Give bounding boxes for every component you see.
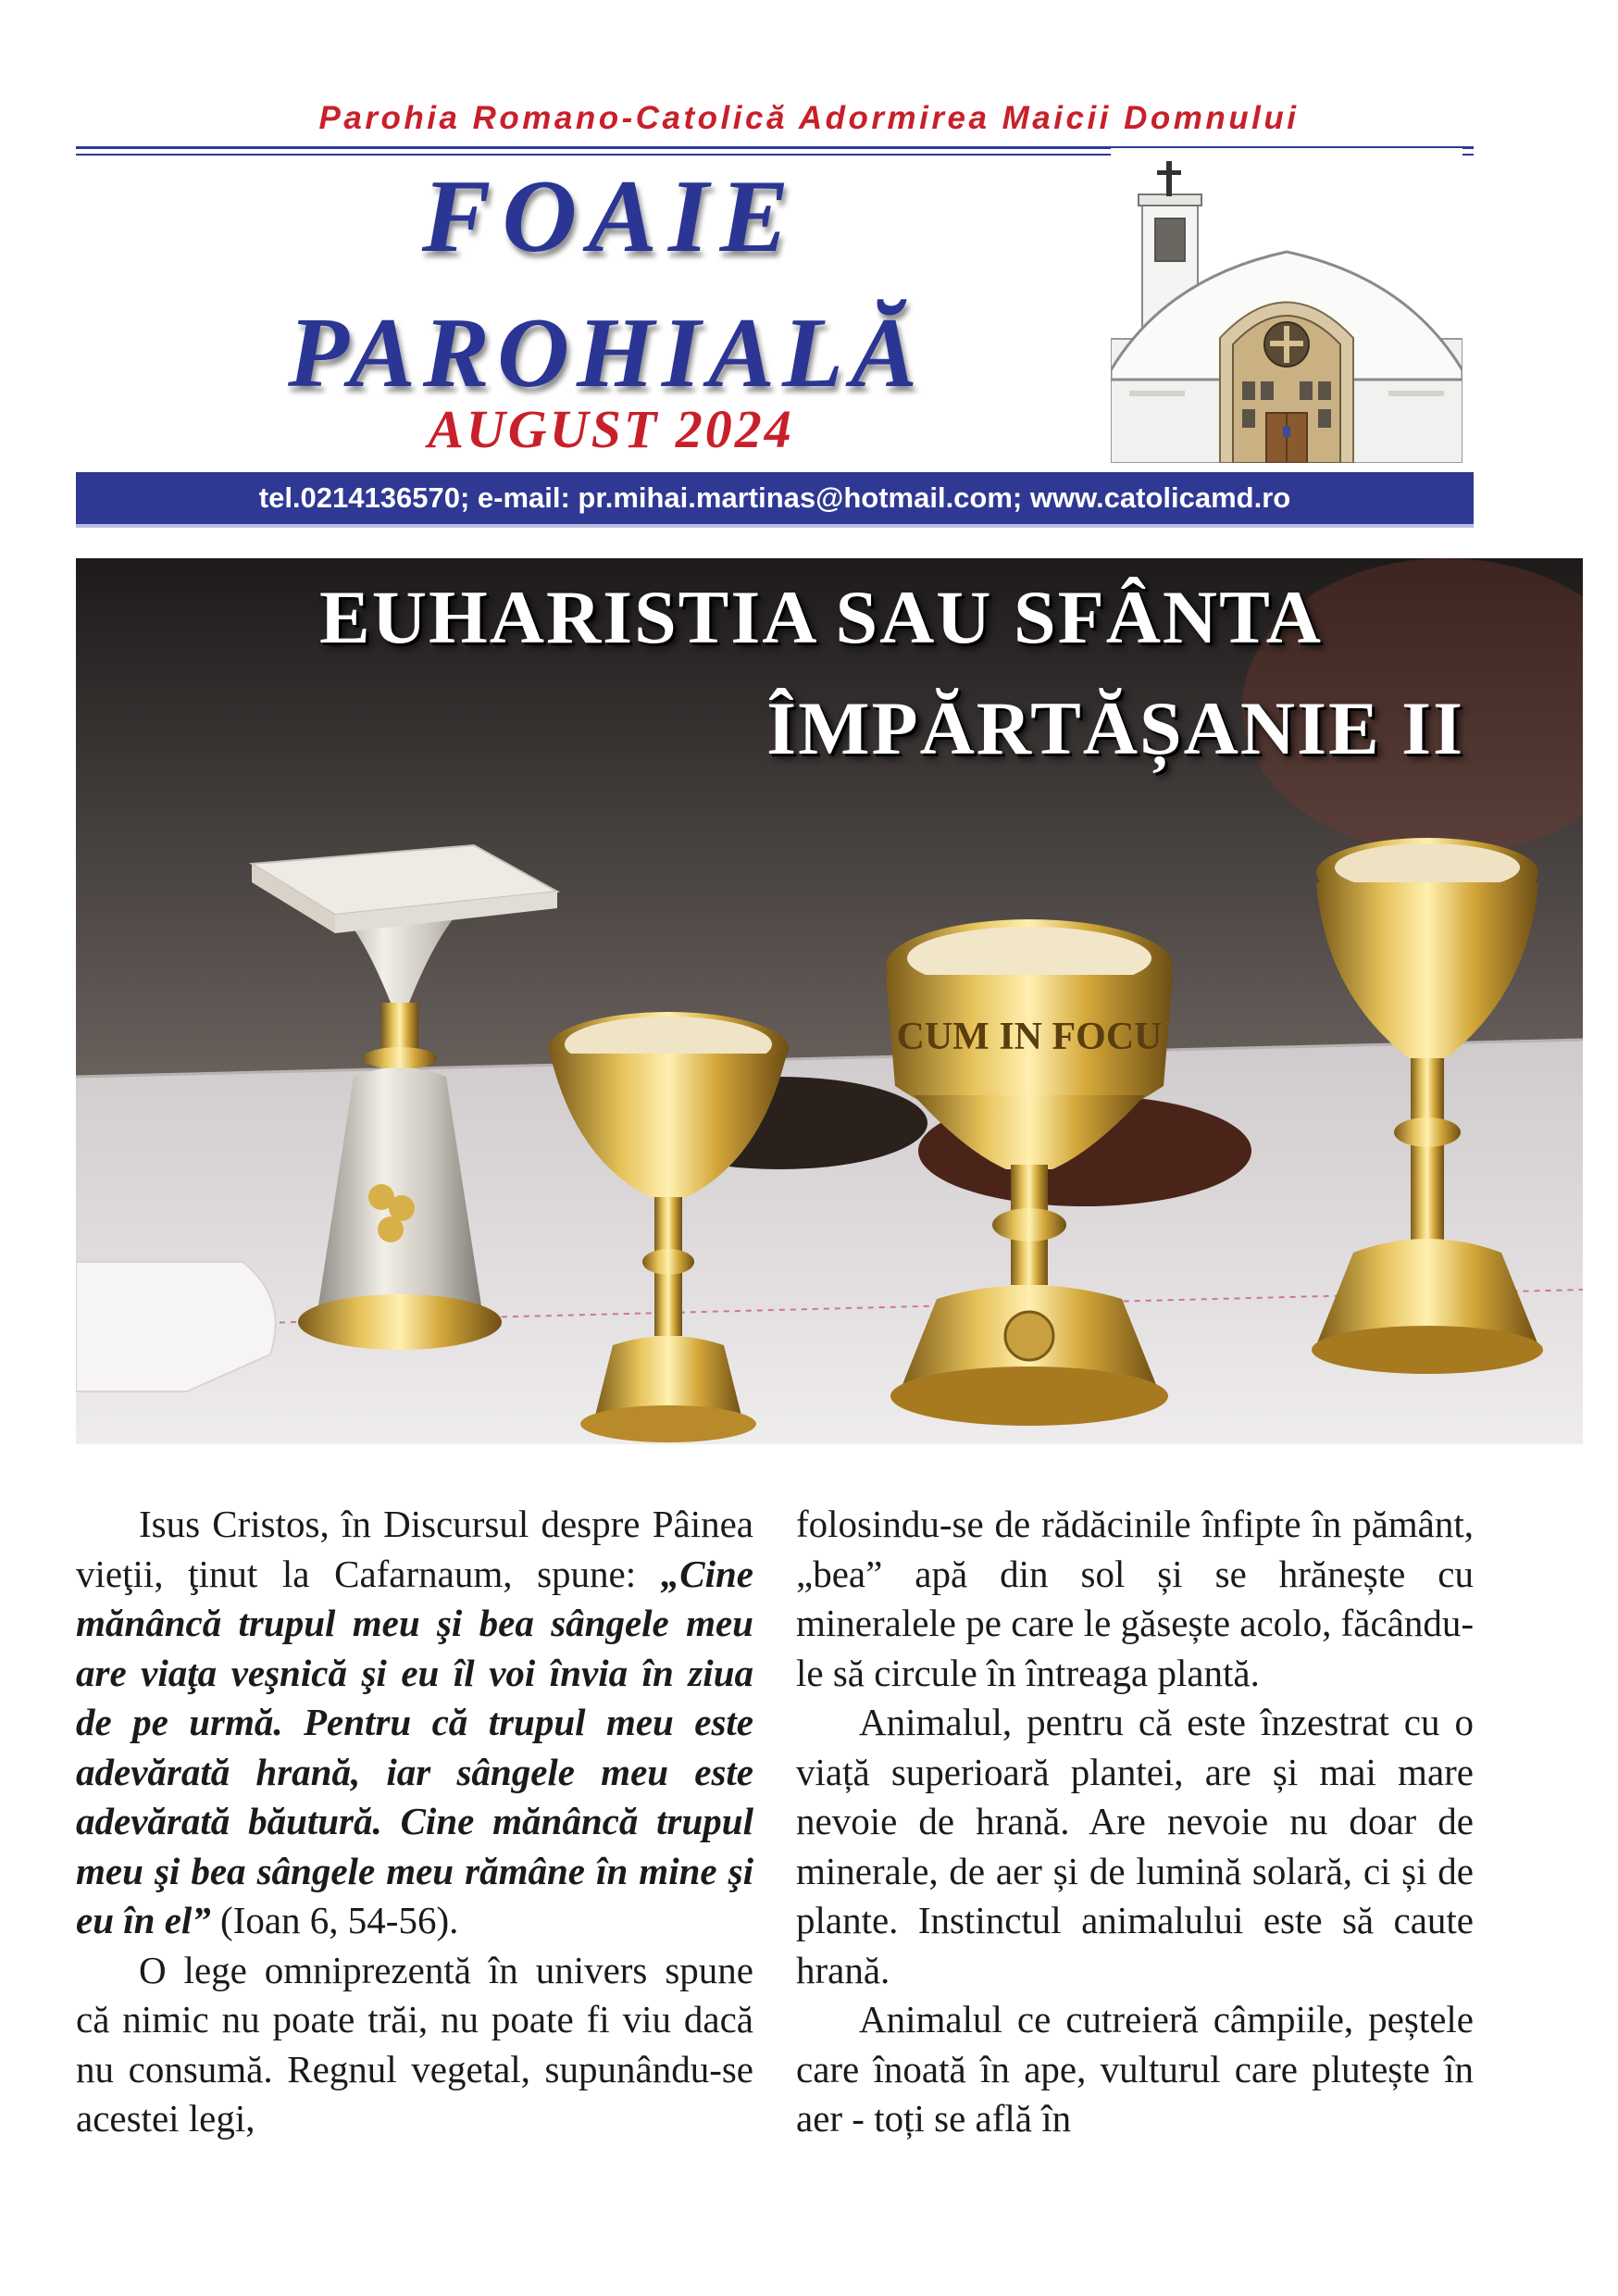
article-paragraph: folosindu-se de rădăcinile înfipte în pământ, „bea” apă din sol și se hrănește cu mineralele pe care le găsește acolo, făcându-le să circule în întreaga plantă. [796, 1503, 1474, 1694]
scripture-reference: (Ioan 6, 54-56). [210, 1899, 459, 1941]
article-paragraph [76, 1500, 753, 1946]
article-paragraph: Animalul ce cutreieră câmpiile, peștele care înoată în ape, vulturul care plutește în aer - toți se află în [796, 1998, 1474, 2140]
church-illustration [1111, 148, 1462, 463]
contact-info: tel.0214136570; e-mail: pr.mihai.martinas@hotmail.com; www.catolicamd.ro [258, 481, 1291, 514]
church-image [1111, 148, 1462, 463]
paragraph-intro: Isus Cristos, în Discursul despre Pâinea vieţii, ţinut la Cafarnaum, spune: [76, 1503, 753, 1595]
article-column-left [76, 1500, 753, 2144]
chalice-inscription: CUM IN FOCU [896, 1016, 1163, 1058]
issue-date: AUGUST 2024 [428, 399, 794, 459]
article-headline-line2: ÎMPĂRTĂȘANIE II [766, 686, 1464, 770]
hero-photo [76, 558, 1583, 1444]
masthead-title-line1: FOAIE [421, 159, 801, 274]
contact-bar [76, 472, 1474, 528]
article-headline-line1: EUHARISTIA SAU SFÂNTA [319, 575, 1323, 659]
parish-name: Parohia Romano-Catolică Adormirea Maicii Domnului [318, 100, 1300, 136]
article-paragraph: Animalul, pentru că este înzestrat cu o viață superioară plantei, are și mai mare nevoie de hrană. Are nevoie nu doar de minerale, de aer și de lumină solară, ci și de plante. Instinctul animalului este să caute hrană. [796, 1701, 1474, 1991]
article-paragraph: O lege omniprezentă în univers spune că nimic nu poate trăi, nu poate fi viu dacă nu consumă. Regnul vegetal, supunându-se acestei legi, [76, 1948, 753, 2140]
scripture-quote: „Cine mănâncă trupul meu şi bea sângele meu are viaţa veşnică şi eu îl voi învia în ziua de pe urmă. Pentru că trupul meu este adevărată hrană, iar sângele meu este adevărată băutură. Cine mănâncă trupul meu şi bea sângele meu rămâne în mine şi eu în el” [76, 1552, 753, 1941]
article-column-right [796, 1500, 1474, 2144]
masthead-title-line2: PAROHIALĂ [287, 298, 926, 408]
